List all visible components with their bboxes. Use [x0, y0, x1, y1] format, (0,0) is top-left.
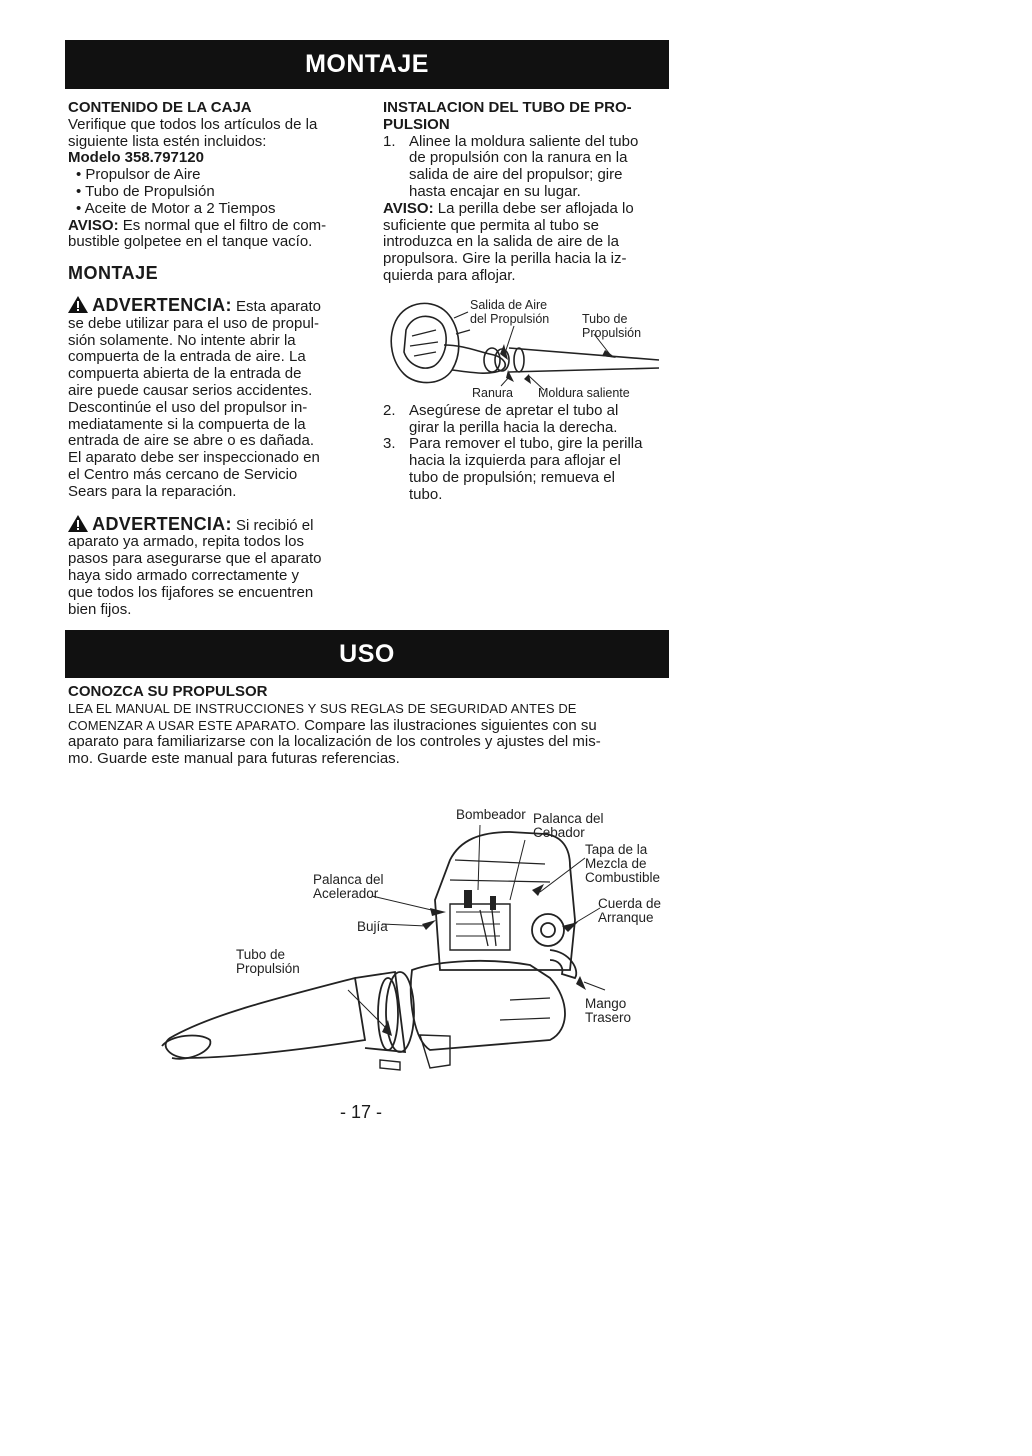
- warning-line: que todos los fijafores se encuentren: [68, 583, 314, 601]
- warning-line: compuerta abierta de la entrada de: [68, 365, 302, 383]
- step-number: 3.: [383, 435, 396, 453]
- modelo-label: Modelo 358.797120: [68, 149, 204, 167]
- label-moldura-saliente: Moldura saliente: [538, 386, 630, 400]
- warning-line: sión solamente. No intente abrir la: [68, 331, 296, 349]
- instalacion-title: INSTALACION DEL TUBO DE PRO-: [383, 99, 632, 116]
- aviso-text: La perilla debe ser aflojada lo: [433, 199, 634, 217]
- montaje-subtitle: MONTAJE: [68, 263, 159, 284]
- list-item: • Tubo de Propulsión: [76, 182, 215, 200]
- step-number: 2.: [383, 401, 396, 419]
- label-palanca-cebador: Palanca del Cebador: [533, 811, 604, 840]
- label-cuerda-arranque: Cuerda de Arranque: [598, 896, 662, 925]
- step-line: salida de aire del propulsor; gire: [409, 166, 623, 184]
- warning-line: haya sido armado correctamente y: [68, 566, 299, 584]
- uso-line: aparato para familiarizarse con la localización de los controles y ajustes del mis-: [68, 733, 601, 751]
- contenido-line: Verifique que todos los artículos de la: [68, 115, 318, 133]
- warning-title: ADVERTENCIA:: [92, 513, 232, 534]
- warning-text: Si recibió el: [231, 516, 314, 534]
- step-line: de propulsión con la ranura en la: [409, 149, 628, 167]
- label-tubo-propulsion: Tubo de Propulsión: [582, 312, 642, 340]
- warning-line: se debe utilizar para el uso de propul-: [68, 314, 319, 332]
- list-item: • Propulsor de Aire: [76, 166, 201, 184]
- uso-caps-inline: COMENZAR A USAR ESTE APARATO.: [68, 717, 300, 733]
- label-ranura: Ranura: [472, 386, 513, 400]
- label-tubo-propulsion-diagram: Tubo de Propulsión: [236, 947, 300, 976]
- contenido-title: CONTENIDO DE LA CAJA: [68, 99, 252, 116]
- warning-icon: [68, 515, 88, 532]
- warning-line: Sears para la reparación.: [68, 482, 237, 500]
- warning-text: Esta aparato: [231, 297, 322, 315]
- label-tapa-mezcla: Tapa de la Mezcla de Combustible: [585, 842, 661, 885]
- step-line: Asegúrese de apretar el tubo al: [409, 401, 619, 419]
- step-line: girar la perilla hacia la derecha.: [409, 418, 618, 436]
- aviso-line: suficiente que permita al tubo se: [383, 216, 599, 234]
- instalacion-title: PULSION: [383, 115, 450, 133]
- uso-line: mo. Guarde este manual para futuras referencias.: [68, 750, 400, 768]
- uso-line-rest: Compare las ilustraciones siguientes con su: [299, 716, 597, 734]
- warning-title: ADVERTENCIA:: [92, 294, 232, 315]
- step-line: Para remover el tubo, gire la perilla: [409, 435, 643, 453]
- warning-icon: [68, 296, 88, 313]
- warning-line: Descontinúe el uso del propulsor in-: [68, 398, 308, 416]
- montaje-banner: [65, 40, 669, 89]
- uso-banner-text: USO: [339, 640, 395, 668]
- uso-banner: [65, 630, 669, 678]
- uso-caps-line: LEA EL MANUAL DE INSTRUCCIONES Y SUS REGLAS DE SEGURIDAD ANTES DE: [68, 700, 577, 716]
- warning-line: aire puede causar serios accidentes.: [68, 381, 313, 399]
- warning-line: mediatamente si la compuerta de la: [68, 415, 306, 433]
- step-line: tubo de propulsión; remueva el: [409, 468, 615, 486]
- left-column: [68, 100, 358, 618]
- page-number: - 17 -: [340, 1102, 383, 1122]
- step-line: hacia la izquierda para aflojar el: [409, 452, 621, 470]
- aviso-line: bustible golpetee en el tanque vacío.: [68, 233, 313, 251]
- warning-line: pasos para asegurarse que el aparato: [68, 550, 322, 568]
- warning-line: el Centro más cercano de Servicio: [68, 465, 298, 483]
- label-mango-trasero: Mango Trasero: [585, 996, 632, 1025]
- uso-section: [68, 684, 678, 768]
- aviso-paragraph: [68, 218, 358, 235]
- label-palanca-acelerador: Palanca del Acelerador: [313, 872, 384, 901]
- step-line: Alinee la moldura saliente del tubo: [409, 132, 639, 150]
- aviso-line: propulsora. Gire la perilla hacia la iz-: [383, 250, 627, 268]
- conozca-title: CONOZCA SU PROPULSOR: [68, 683, 268, 700]
- aviso-label: AVISO:: [68, 216, 119, 234]
- aviso-line: quierda para aflojar.: [383, 266, 516, 284]
- montaje-banner-text: MONTAJE: [305, 50, 429, 78]
- list-item: • Aceite de Motor a 2 Tiempos: [76, 199, 276, 217]
- aviso-paragraph: [383, 201, 673, 218]
- step-line: hasta encajar en su lugar.: [409, 182, 581, 200]
- warning-line: El aparato debe ser inspeccionado en: [68, 449, 320, 467]
- label-bombeador: Bombeador: [456, 807, 526, 822]
- aviso-text: Es normal que el filtro de com-: [118, 216, 327, 234]
- aviso-line: introduzca en la salida de aire de la: [383, 233, 619, 251]
- step-1: [383, 134, 673, 201]
- warning-block-2: [68, 513, 358, 619]
- warning-line: entrada de aire se abre o es dañada.: [68, 432, 315, 450]
- step-3: [383, 436, 673, 503]
- label-bujia: Bujía: [357, 919, 388, 934]
- warning-line: bien fijos.: [68, 600, 132, 618]
- step-line: tubo.: [409, 485, 443, 503]
- uso-line: [68, 718, 678, 735]
- label-salida-aire: Salida de Aire del Propulsión: [470, 298, 550, 326]
- warning-line: aparato ya armado, repita todos los: [68, 533, 304, 551]
- aviso-label: AVISO:: [383, 199, 434, 217]
- warning-block-1: [68, 294, 358, 501]
- step-number: 1.: [383, 132, 396, 150]
- warning-line: compuerta de la entrada de aire. La: [68, 348, 306, 366]
- contenido-line: siguiente lista estén incluidos:: [68, 132, 267, 150]
